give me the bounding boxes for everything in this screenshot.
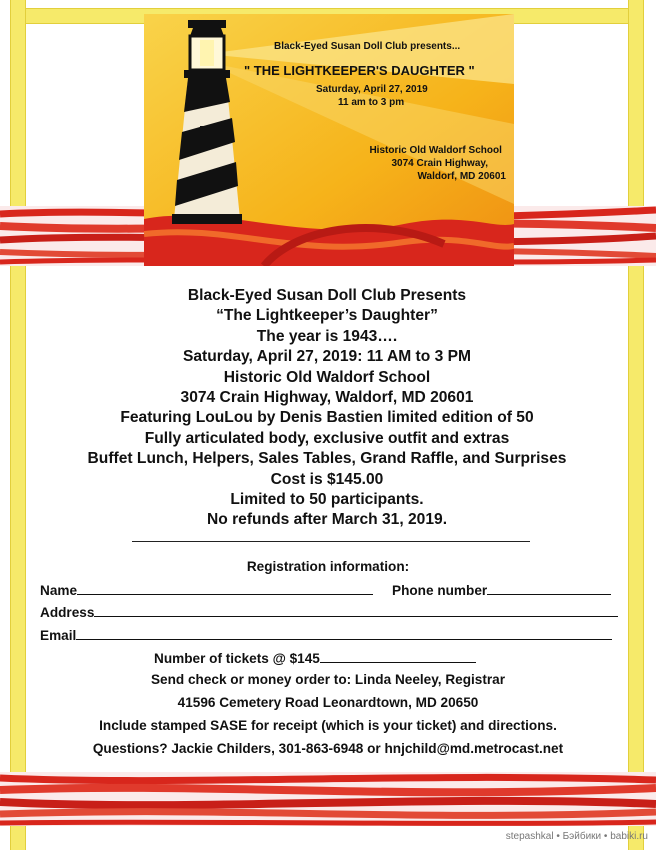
address-label: Address	[40, 605, 95, 620]
tickets-label: Number of tickets @ $145	[154, 651, 320, 666]
banner-venue: Historic Old Waldorf School	[369, 145, 502, 156]
section-divider	[132, 541, 530, 542]
banner-city: Waldorf, MD 20601	[417, 171, 506, 182]
tickets-field[interactable]	[320, 650, 476, 663]
event-banner	[144, 14, 514, 266]
banner-title: " THE LIGHTKEEPER'S DAUGHTER "	[244, 63, 475, 78]
event-details	[24, 286, 630, 531]
banner-presents-text: Black-Eyed Susan Doll Club presents...	[274, 41, 461, 52]
email-label: Email	[40, 628, 77, 643]
email-field[interactable]	[76, 627, 612, 640]
tickets-row	[154, 650, 476, 666]
details-line: Featuring LouLou by Denis Bastien limited edition of 50	[120, 409, 534, 427]
banner-date: Saturday, April 27, 2019	[316, 84, 428, 95]
details-line: Limited to 50 participants.	[230, 491, 424, 509]
registrar-address: 41596 Cemetery Road Leonardtown, MD 20650	[177, 695, 479, 710]
phone-row	[392, 582, 611, 598]
details-line: Saturday, April 27, 2019: 11 AM to 3 PM	[182, 348, 471, 366]
banner-time: 11 am to 3 pm	[338, 97, 405, 108]
details-line: Fully articulated body, exclusive outfit and extras	[144, 429, 510, 447]
name-row	[40, 582, 373, 598]
details-line: Buffet Lunch, Helpers, Sales Tables, Grand Raffle, and Surprises	[87, 450, 567, 468]
details-line: “The Lightkeeper’s Daughter”	[216, 307, 438, 325]
details-line: Black-Eyed Susan Doll Club Presents	[187, 287, 467, 304]
address-row	[40, 604, 618, 620]
name-field[interactable]	[77, 582, 373, 595]
questions-contact: Questions? Jackie Childers, 301-863-6948 or hnjchild@md.metrocast.net	[92, 741, 564, 756]
banner-address	[369, 144, 506, 183]
address-field[interactable]	[94, 604, 618, 617]
ribbon-band-bottom	[0, 772, 656, 826]
watermark-text: stepashkal • Бэйбики • babiki.ru	[505, 831, 648, 842]
details-line: Cost is $145.00	[270, 470, 384, 488]
details-line: Historic Old Waldorf School	[223, 368, 431, 386]
phone-field[interactable]	[487, 582, 611, 595]
details-line: The year is 1943….	[256, 327, 398, 345]
sase-note: Include stamped SASE for receipt (which is your ticket) and directions.	[99, 718, 557, 733]
phone-label: Phone number	[392, 583, 488, 598]
details-line: 3074 Crain Highway, Waldorf, MD 20601	[180, 389, 474, 407]
registration-heading: Registration information:	[246, 559, 410, 574]
email-row	[40, 627, 612, 643]
banner-street: 3074 Crain Highway,	[391, 158, 488, 169]
send-to-text: Send check or money order to: Linda Neeley, Registrar	[150, 672, 506, 687]
name-label: Name	[40, 583, 78, 598]
details-line: No refunds after March 31, 2019.	[206, 511, 448, 529]
